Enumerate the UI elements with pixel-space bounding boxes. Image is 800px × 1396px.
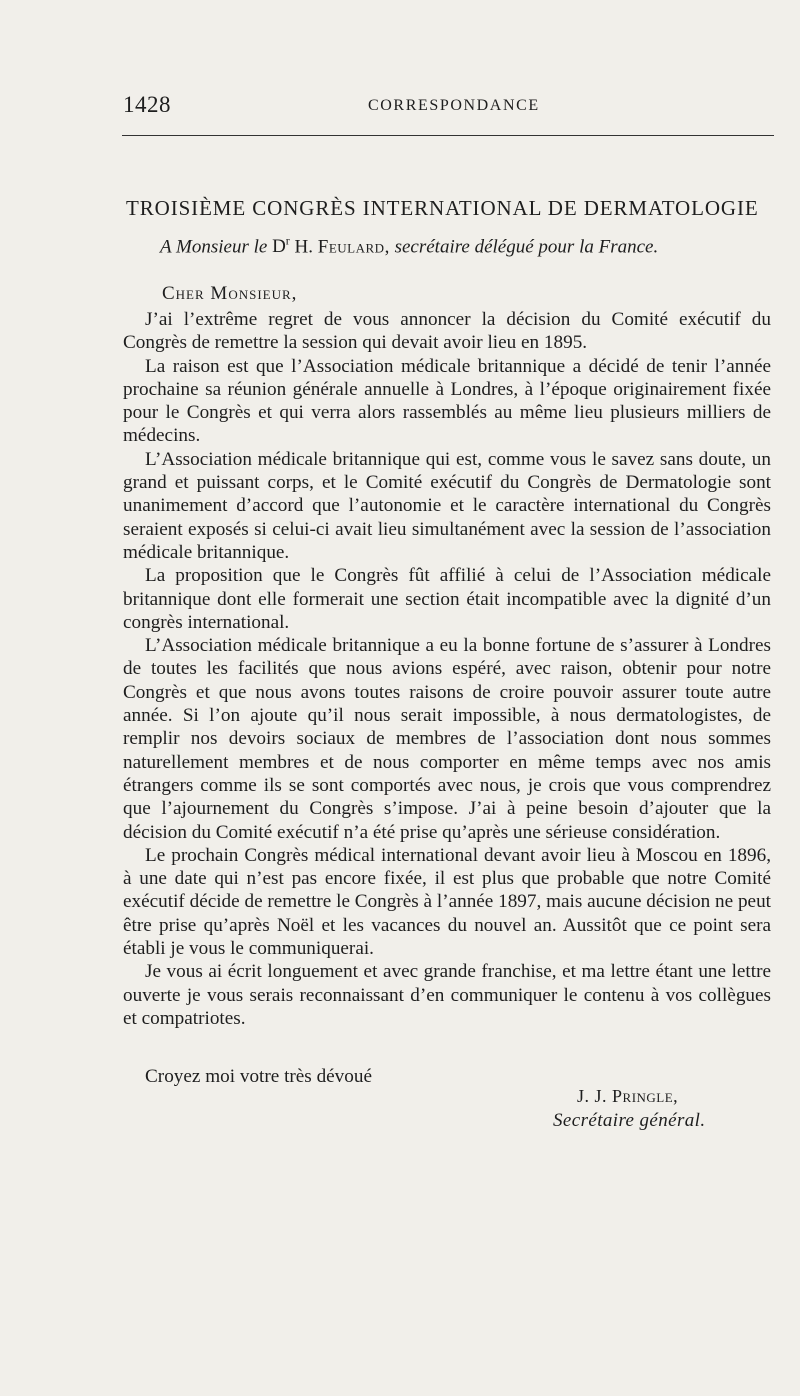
signature-name: J. J. Pringle,: [577, 1086, 679, 1106]
article-title: TROISIÈME CONGRÈS INTERNATIONAL DE DERMATOLOGIE: [126, 196, 759, 220]
paragraph: Le prochain Congrès médical international devant avoir lieu à Moscou en 1896, à une date qui n’est pas encore fixée, il est plus que probable que notre Comité exécutif décide de remettre le Congrès à l’année 1897, mais aucune décision ne peut être prise qu’après Noël et les vacances du nouvel an. Aussitôt que ce point sera établi je vous le communiquerai.: [123, 844, 771, 960]
address-doctor-sup: r: [285, 234, 290, 248]
running-head: CORRESPONDANCE: [368, 97, 540, 114]
address-prefix: A Monsieur le: [160, 236, 268, 258]
paragraph: L’Association médicale britannique qui est, comme vous le savez sans doute, un grand et puissant corps, et le Comité exécutif du Congrès de Dermatologie sont unanimement d’accord que l’autonomie et le caractère international du Congrès seraient exposés si celui-ci avait lieu simultanément avec la session de l’association médicale britannique.: [123, 448, 771, 563]
paragraph: Je vous ai écrit longuement et avec grande franchise, et ma lettre étant une lettre ouverte je vous serais reconnaissant d’en communiquer le contenu à vos collègues et compatriotes.: [123, 961, 771, 1029]
paragraph: La raison est que l’Association médicale britannique a décidé de tenir l’année prochaine sa réunion générale annuelle à Londres, à l’époque originairement fixée pour le Congrès et qui verra alors rassemblés au même lieu plusieurs milliers de médecins.: [123, 355, 771, 447]
salutation: Cher Monsieur,: [162, 283, 298, 304]
letter-body: [123, 308, 771, 1030]
address-initial: H.: [294, 236, 314, 258]
header-rule: [122, 135, 774, 136]
paragraph: L’Association médicale britannique a eu la bonne fortune de s’assurer à Londres de toutes les facilités que nous avions espéré, avec raison, obtenir pour notre Congrès et que nous avons toutes raisons de croire pouvoir assurer toute autre année. Si l’on ajoute qu’il nous serait impossible, à nous dermatologistes, de remplir nos devoirs sociaux de membres de l’association dont nous sommes naturellement membres et de nous comporter en même temps avec nos amis étrangers comme ils se sont comportés avec nous, je crois que vous comprendrez que l’ajournement du Congrès s’impose. J’ai à peine besoin d’ajouter que la décision du Comité exécutif n’a été prise qu’après une sérieuse considération.: [123, 635, 771, 843]
closing-line: Croyez moi votre très dévoué: [145, 1066, 372, 1087]
address-doctor: $D^r$: [272, 234, 290, 258]
paragraph: J’ai l’extrême regret de vous annoncer la décision du Comité exécutif du Congrès de remettre la session qui devait avoir lieu en 1895.: [123, 309, 771, 354]
address-role: secrétaire délégué pour la France.: [394, 236, 659, 258]
signature-title: Secrétaire général.: [553, 1110, 706, 1131]
paragraph: La proposition que le Congrès fût affilié à celui de l’Association médicale britannique dont elle formerait une section était incompatible avec la dignité d’un congrès international.: [123, 565, 771, 633]
address-name: Feulard,: [317, 236, 390, 258]
letter-address: [160, 234, 760, 258]
page-header: [123, 92, 771, 122]
page-number: 1428: [123, 92, 171, 117]
